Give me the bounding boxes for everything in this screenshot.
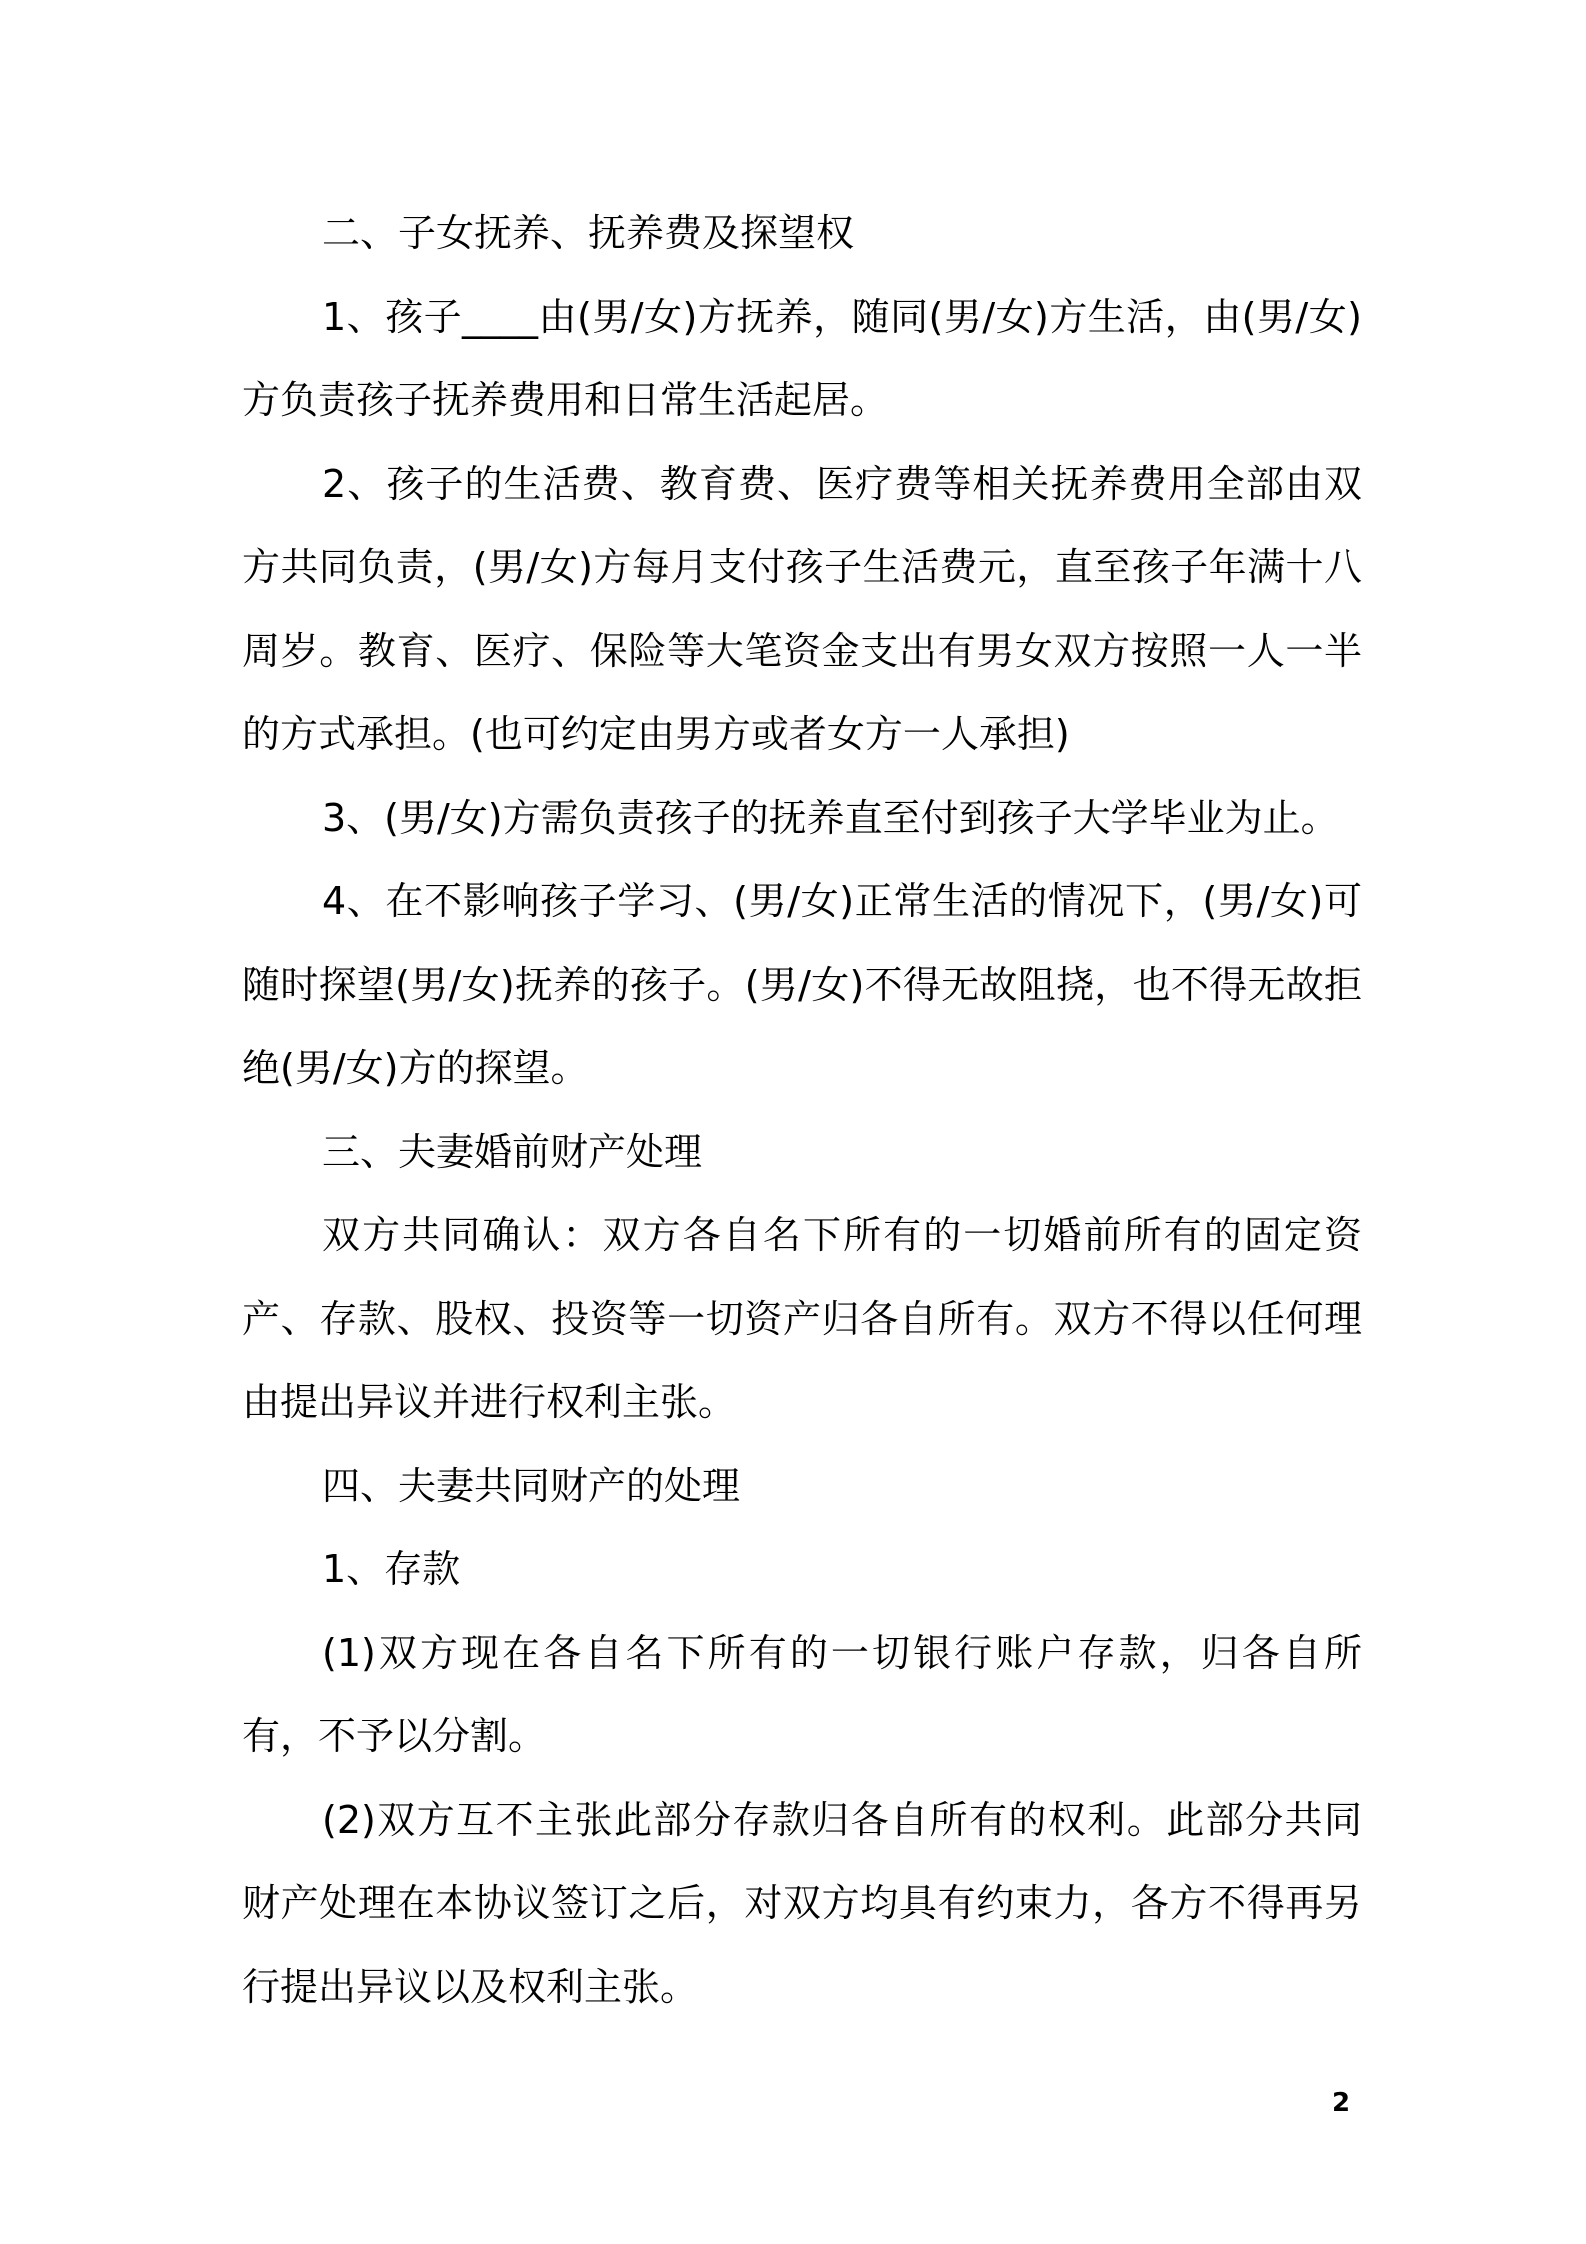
clause-custody-arrangement: 1、孩子____由(男/女)方抚养，随同(男/女)方生活，由(男/女)方负责孩子抚养费用和日常生活起居。 bbox=[242, 294, 1362, 422]
section-heading-child-custody: 二、子女抚养、抚养费及探望权 bbox=[322, 211, 855, 255]
clause-deposits-1: (1)双方现在各自名下所有的一切银行账户存款，归各自所有，不予以分割。 bbox=[242, 1630, 1362, 1758]
clause-visitation-rights: 4、在不影响孩子学习、(男/女)正常生活的情况下，(男/女)可随时探望(男/女)抚养的孩子。(男/女)不得无故阻挠，也不得无故拒绝(男/女)方的探望。 bbox=[242, 879, 1362, 1090]
clause-deposits-2: (2)双方互不主张此部分存款归各自所有的权利。此部分共同财产处理在本协议签订之后，对双方均具有约束力，各方不得再另行提出异议以及权利主张。 bbox=[242, 1797, 1362, 2009]
clause-support-until-graduation: 3、(男/女)方需负责孩子的抚养直至付到孩子大学毕业为止。 bbox=[322, 795, 1339, 840]
section-heading-joint-property: 四、夫妻共同财产的处理 bbox=[322, 1463, 741, 1508]
section-heading-premarital-property: 三、夫妻婚前财产处理 bbox=[322, 1129, 703, 1174]
clause-child-support: 2、孩子的生活费、教育费、医疗费等相关抚养费用全部由双方共同负责，(男/女)方每月支付孩子生活费元，直至孩子年满十八周岁。教育、医疗、保险等大笔资金支出有男女双方按照一人一半的方式承担。(也可约定由男方或者女方一人承担) bbox=[242, 461, 1362, 756]
subheading-deposits: 1、存款 bbox=[322, 1547, 461, 1591]
document-body bbox=[242, 192, 1362, 2029]
clause-premarital-property: 双方共同确认：双方各自名下所有的一切婚前所有的固定资产、存款、股权、投资等一切资产归各自所有。双方不得以任何理由提出异议并进行权利主张。 bbox=[242, 1213, 1362, 1424]
page-number: 2 bbox=[1332, 2088, 1351, 2118]
